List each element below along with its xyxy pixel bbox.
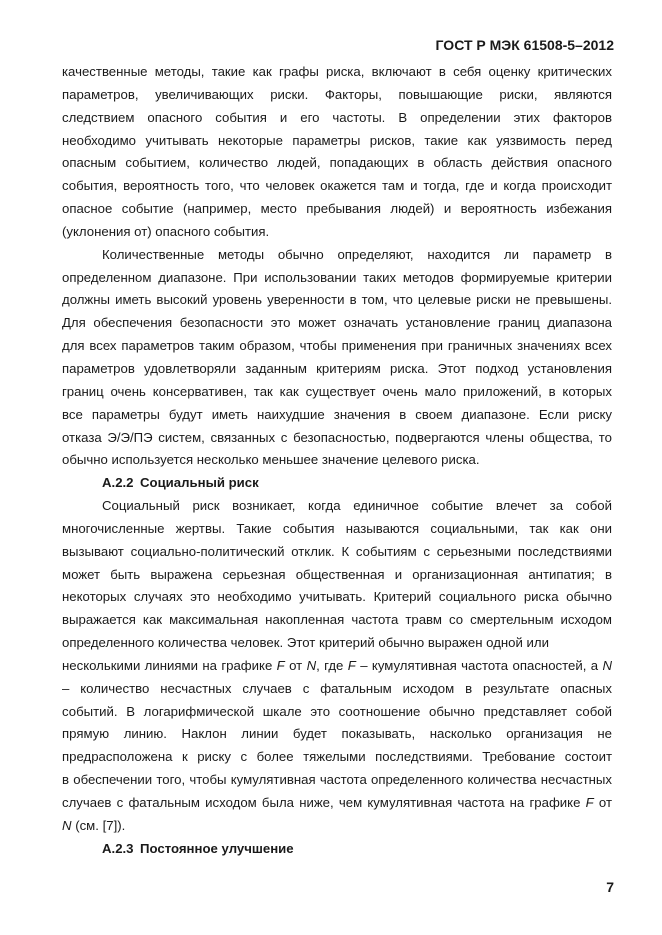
paragraph-line: некоторых случаях это необходимо учитывать. Критерий социального риска обычно	[62, 589, 612, 605]
paragraph-line: параметров, увеличивающих риски. Факторы, повышающие риски, являются	[62, 86, 612, 102]
paragraph-line: событий. В логарифмической шкале это соотношение обычно представляет собой	[62, 703, 612, 719]
paragraph-line: Количественные методы обычно определяют, находится ли параметр в	[102, 246, 612, 262]
section-number: А.2.2	[102, 475, 134, 491]
paragraph-line: для всех параметров таким образом, чтобы применения при граничных значениях всех	[62, 338, 612, 354]
paragraph-line: – количество несчастных случаев с фатальным исходом в результате опасных	[62, 680, 612, 696]
document-header: ГОСТ Р МЭК 61508-5–2012	[435, 37, 614, 53]
paragraph-line-ref: N (см. [7]).	[62, 817, 126, 833]
paragraph-line-fn: несколькими линиями на графике F от N, где F – кумулятивная частота опасностей, а N	[62, 657, 612, 673]
paragraph-line: обычно используется несколько меньшее значение целевого риска.	[62, 452, 480, 468]
paragraph-line: выражается как максимальная накопленная частота травм со смертельным исходом	[62, 612, 612, 628]
paragraph-line: в обеспечении того, чтобы кумулятивная частота определенного количества несчастных	[62, 772, 612, 788]
section-heading-a23	[62, 838, 612, 861]
section-number: А.2.3	[102, 840, 134, 856]
section-title: Социальный риск	[140, 475, 259, 491]
paragraph-line: все параметры будут иметь наихудшие значения в своем диапазоне. Если риску	[62, 406, 612, 422]
paragraph-line: должны иметь высокий уровень уверенности в том, что целевые риски не превышены.	[62, 292, 612, 308]
paragraph-line: события, вероятность того, что человек окажется там и тогда, где и когда происходит	[62, 178, 612, 194]
paragraph-line: параметров удовлетворяли заданным критериям риска. Этот подход установления	[62, 360, 612, 376]
paragraph-line: (уклонения от) опасного события.	[62, 223, 270, 239]
paragraph-line: необходимо учитывать некоторые параметры рисков, такие как уязвимость перед	[62, 132, 612, 148]
page-number: 7	[606, 879, 614, 895]
paragraph-line: Социальный риск возникает, когда единичное событие влечет за собой	[102, 498, 612, 514]
paragraphs-container	[62, 61, 612, 472]
paragraph-line: прямую линию. Наклон линии будет показывать, насколько организация не	[62, 726, 612, 742]
paragraph-line: определенном диапазоне. При использовании таких методов формируемые критерии	[62, 269, 612, 285]
paragraph-line: границ очень консервативен, так как существует очень мало приложений, в которых	[62, 383, 612, 399]
section-heading-a22	[62, 472, 612, 495]
section-a22-paragraph-cont	[62, 678, 612, 792]
paragraph-line: качественные методы, такие как графы риска, включают в себя оценку критических	[62, 64, 612, 79]
section-title: Постоянное улучшение	[140, 840, 294, 856]
paragraph-line: вызывают социально-политический отклик. К событиям с серьезными последствиями	[62, 543, 612, 559]
page-body	[62, 61, 612, 861]
para-qualitative-continued	[62, 61, 612, 244]
section-a22-paragraph	[62, 495, 612, 655]
paragraph-line: следствием опасного события и его частоты. В определении этих факторов	[62, 109, 612, 125]
paragraph-line: Для обеспечения безопасности это может означать установление границ диапазона	[62, 315, 612, 331]
para-quantitative-methods	[62, 244, 612, 472]
paragraph-line: опасное событие (например, место пребывания людей) и вероятность избежания	[62, 201, 612, 217]
paragraph-line: отказа Э/Э/ПЭ систем, связанных с безопасностью, подвергаются члены общества, то	[62, 429, 612, 445]
paragraph-line: может быть выражена серьезная общественная и организационная антипатия; в	[62, 566, 612, 582]
paragraph-line: определенного количества человек. Этот критерий обычно выражен одной или	[62, 635, 549, 651]
paragraph-line: опасным событием, количество людей, попадающих в область действия опасного	[62, 155, 612, 171]
paragraph-line-graph: случаев с фатальным исходом была ниже, чем кумулятивная частота на графике F от	[62, 795, 612, 810]
paragraph-line: предрасположена к риску с более тяжелыми последствиями. Требование состоит	[62, 749, 612, 765]
paragraph-line: многочисленные жертвы. Такие события называются социальными, так как они	[62, 520, 612, 536]
